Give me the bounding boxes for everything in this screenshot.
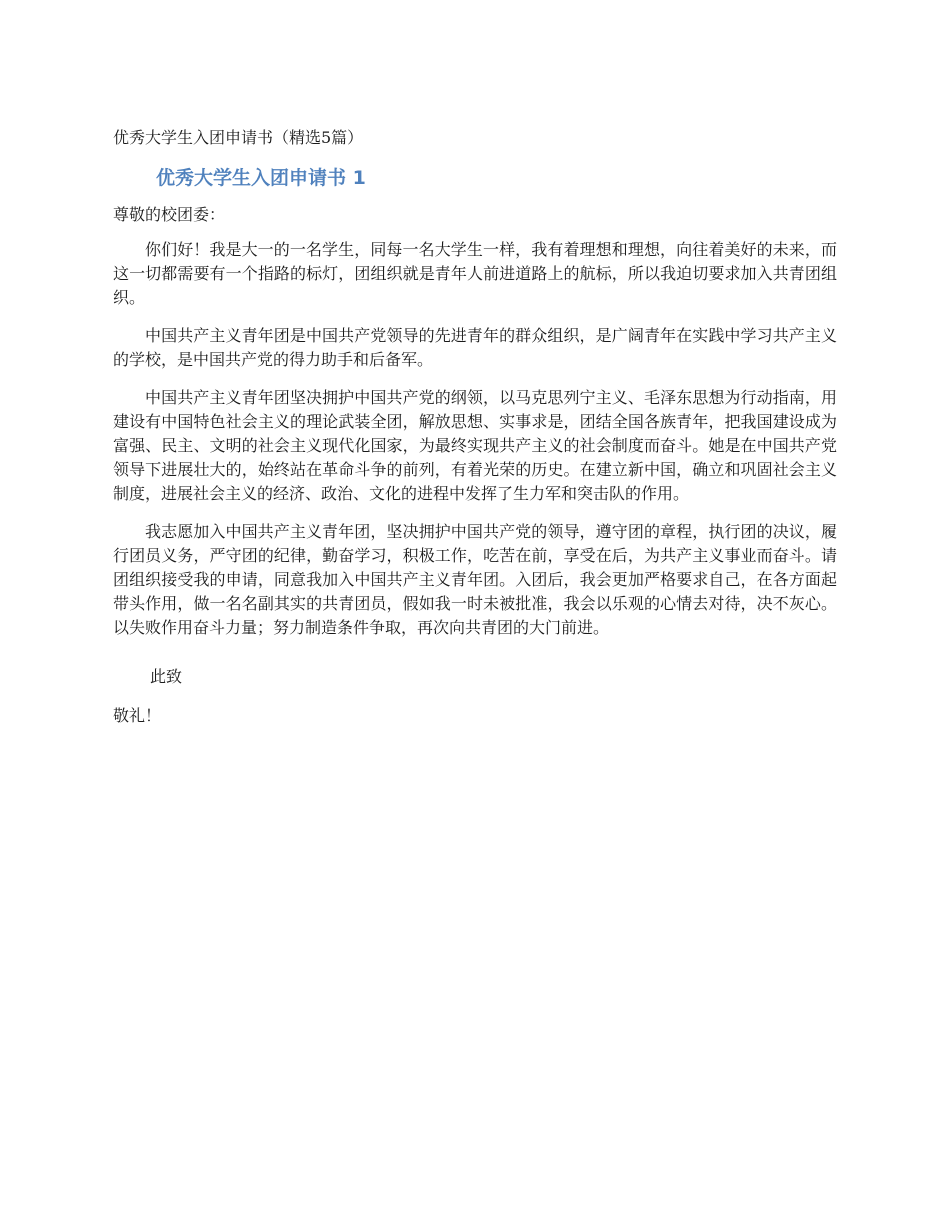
closing-line: 此致: [150, 667, 183, 686]
letter-body: [113, 238, 837, 654]
closing-regards: 敬礼！: [113, 706, 162, 725]
body-paragraph: 中国共产主义青年团坚决拥护中国共产党的纲领，以马克思列宁主义、毛泽东思想为行动指南，用建设有中国特色社会主义的理论武装全团，解放思想、实事求是，团结全国各族青年，把我国建设成为富强、民主、文明的社会主义现代化国家，为最终实现共产主义的社会制度而奋斗。她是在中国共产党领导下进展壮大的，始终站在革命斗争的前列，有着光荣的历史。在建立新中国，确立和巩固社会主义制度，进展社会主义的经济、政治、文化的进程中发挥了生力军和突击队的作用。: [113, 388, 837, 503]
section-heading: 优秀大学生入团申请书 1: [156, 167, 366, 189]
salutation: 尊敬的校团委：: [113, 205, 226, 224]
body-paragraph: 你们好！我是大一的一名学生，同每一名大学生一样，我有着理想和理想，向往着美好的未来，而这一切都需要有一个指路的标灯，团组织就是青年人前进道路上的航标，所以我迫切要求加入共青团组织。: [113, 240, 837, 307]
body-paragraph: 我志愿加入中国共产主义青年团，坚决拥护中国共产党的领导，遵守团的章程，执行团的决议，履行团员义务，严守团的纪律，勤奋学习，积极工作，吃苦在前，享受在后，为共产主义事业而奋斗。请团组织接受我的申请，同意我加入中国共产主义青年团。入团后，我会更加严格要求自己，在各方面起带头作用，做一名名副其实的共青团员，假如我一时未被批准，我会以乐观的心情去对待，决不灰心。以失败作用奋斗力量；努力制造条件争取，再次向共青团的大门前进。: [113, 522, 837, 637]
document-title: 优秀大学生入团申请书（精选5篇）: [113, 128, 364, 147]
body-paragraph: 中国共产主义青年团是中国共产党领导的先进青年的群众组织，是广阔青年在实践中学习共产主义的学校，是中国共产党的得力助手和后备军。: [113, 326, 837, 369]
